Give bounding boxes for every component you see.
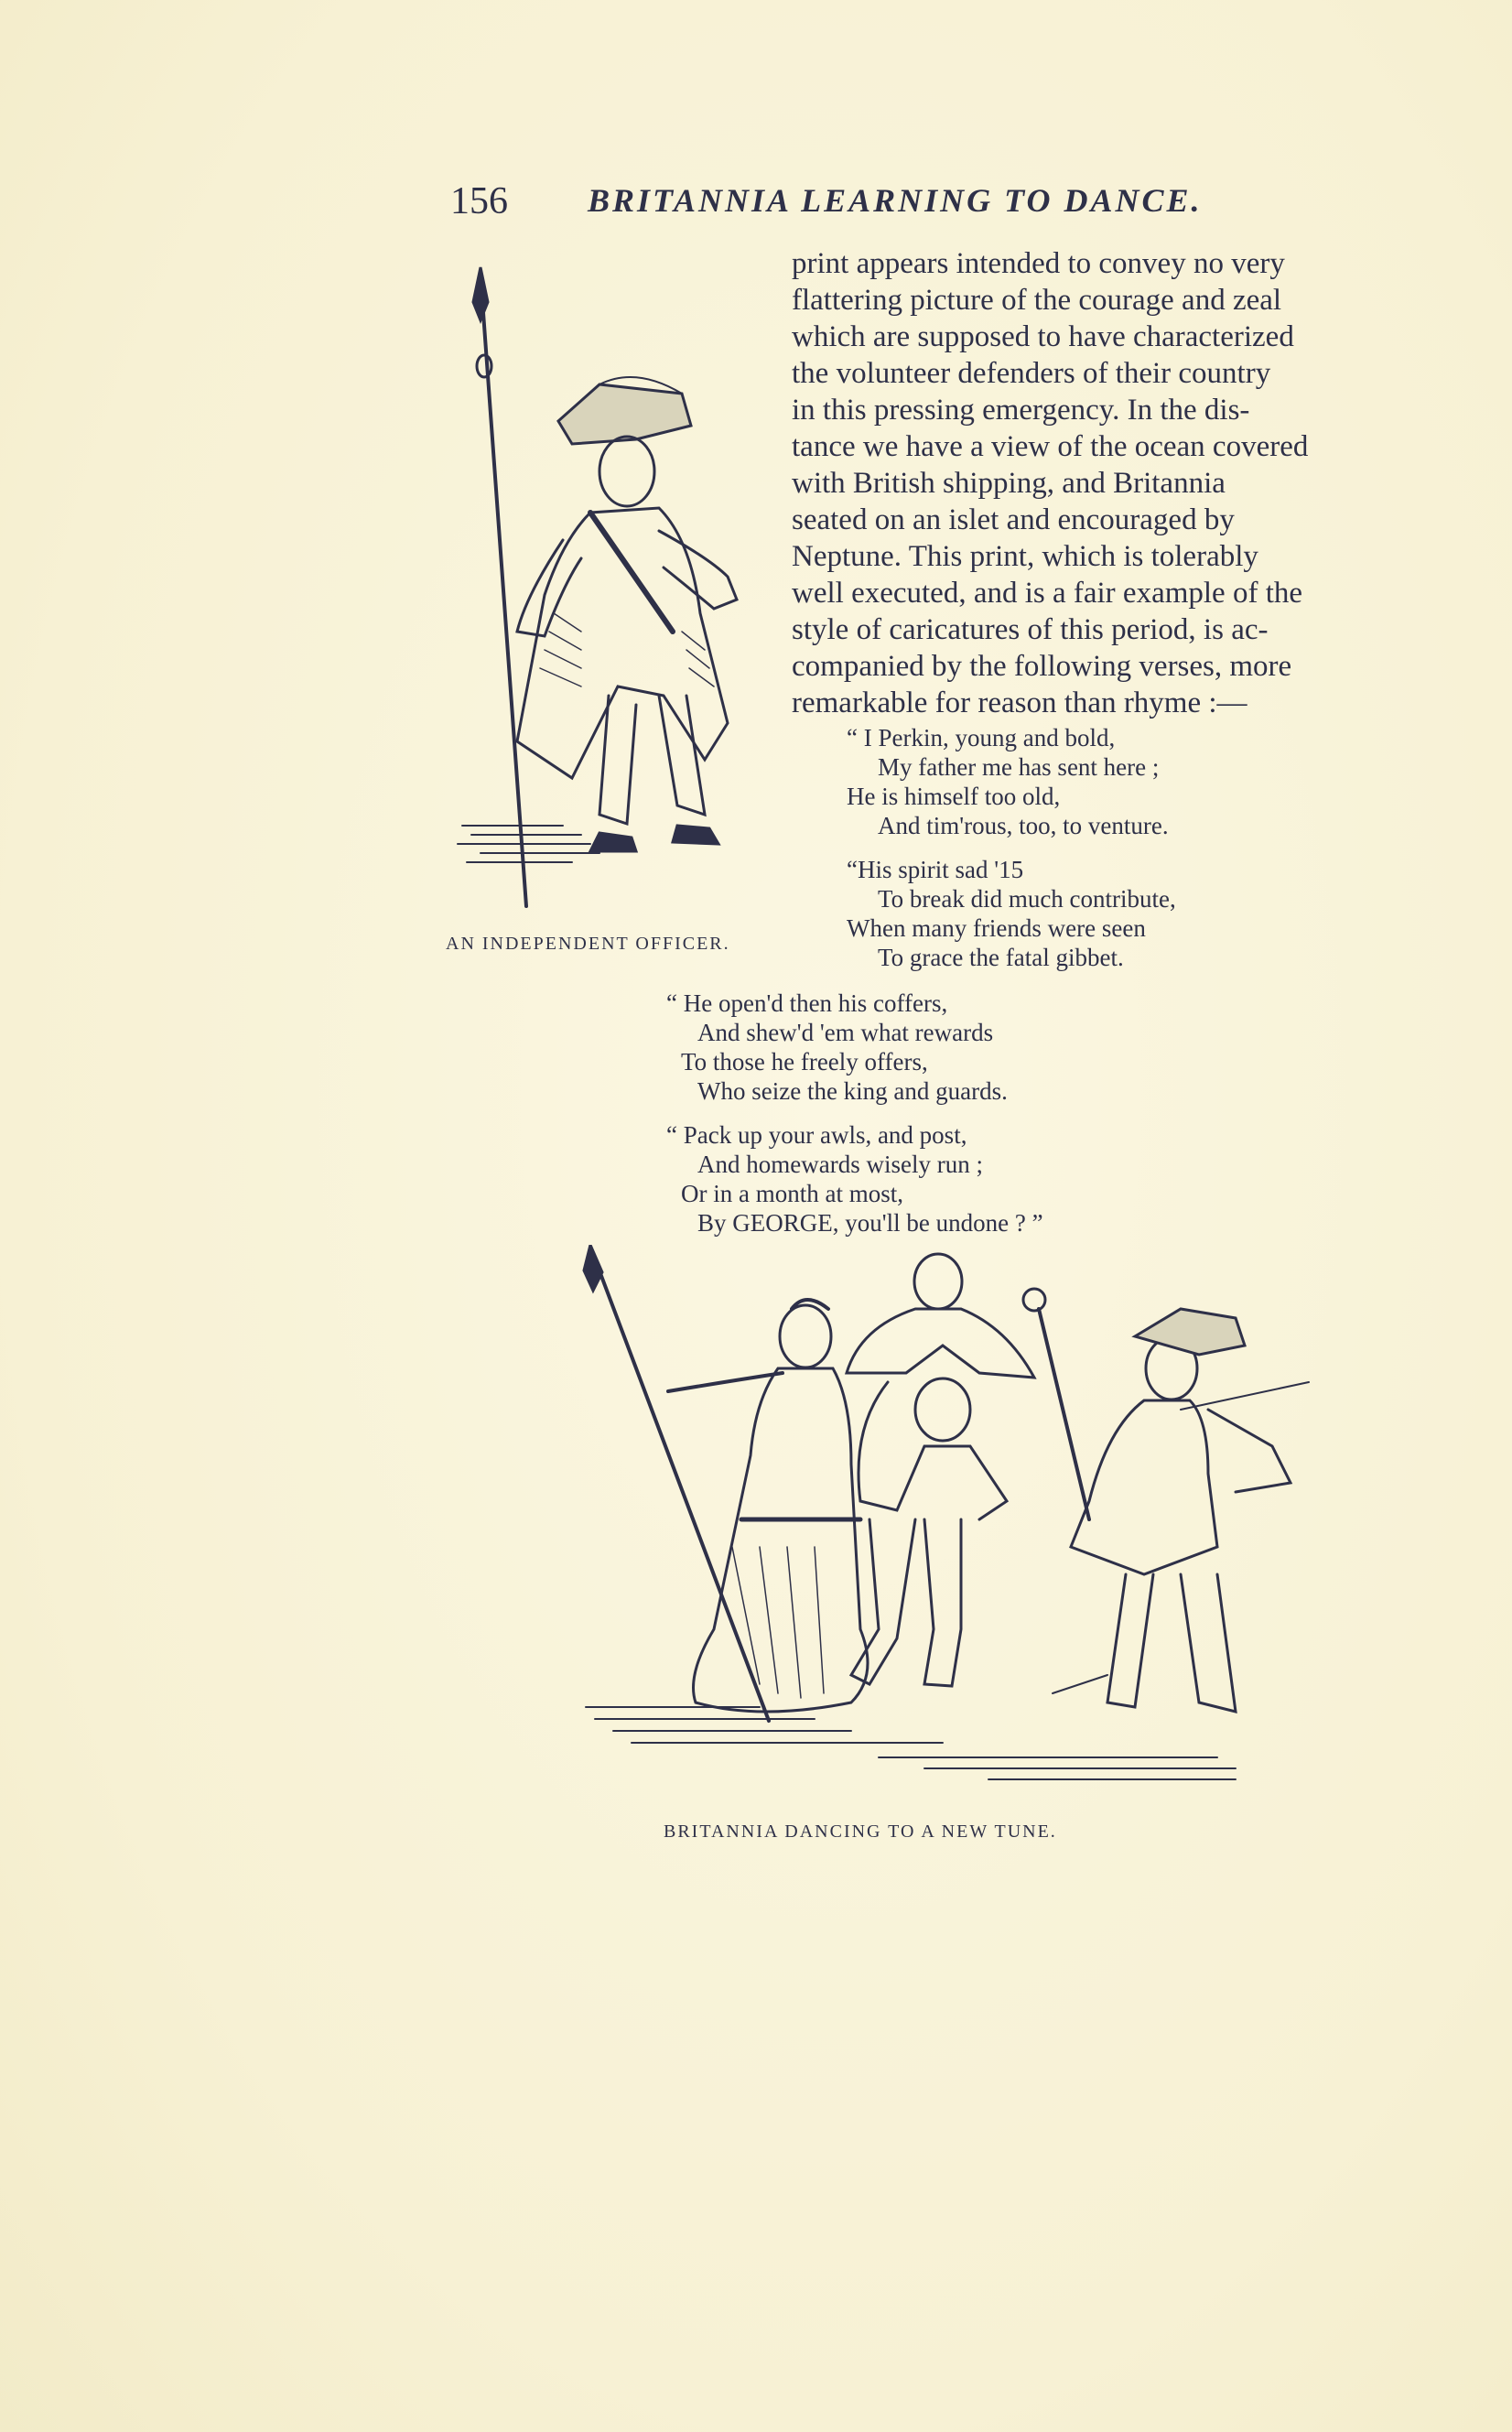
carried-figures — [847, 1254, 1034, 1686]
stanza-1 — [847, 723, 1359, 840]
left-arm — [517, 540, 581, 636]
tricorn-hat — [558, 384, 691, 444]
stanza-4 — [666, 1120, 1234, 1238]
poem-line: “ I Perkin, young and bold, — [847, 724, 1116, 751]
poem-line: “ He open'd then his coffers, — [666, 989, 948, 1017]
poem-line: “ Pack up your awls, and post, — [666, 1121, 967, 1149]
poem-right-column — [847, 723, 1359, 987]
poem-line: Who seize the king and guards. — [697, 1077, 1008, 1105]
poem-line: He is himself too old, — [847, 783, 1061, 810]
ground-hatching — [458, 826, 599, 862]
legs — [599, 696, 705, 824]
right-arm — [659, 531, 737, 609]
paragraph-text: print appears intended to convey no very flattering picture of the courage and zeal which are supposed to have characterized the volunteer defenders of their country in this pressing emergency. In the dis- tance we have a view of the ocean covered with British shipping, and Britannia seated on an islet and encouraged by Neptune. This print, which is tolerably well executed, and is a fair example of the style of caricatures of this period, is ac- companied by the following verses, more remarkable for reason than rhyme :— — [792, 247, 1309, 719]
britannia-caption: BRITANNIA DANCING TO A NEW TUNE. — [664, 1821, 1057, 1842]
ground-hatching — [586, 1707, 1236, 1779]
poem-line: To break did much contribute, — [878, 885, 1176, 913]
pike — [473, 267, 526, 906]
poem-line: And tim'rous, too, to venture. — [878, 812, 1169, 839]
stanza-3 — [666, 989, 1234, 1106]
britannia-dancing-illustration — [577, 1245, 1336, 1812]
poem-line: “His spirit sad '15 — [847, 856, 1024, 883]
poem-line: Or in a month at most, — [681, 1180, 903, 1207]
fiddler-figure — [1023, 1289, 1309, 1712]
poem-line: My father me has sent here ; — [878, 753, 1160, 781]
independent-officer-illustration — [453, 265, 783, 924]
page-number: 156 — [450, 180, 508, 222]
britannia-figure — [668, 1300, 868, 1712]
poem-line: To those he freely offers, — [681, 1048, 928, 1075]
poem-lower — [666, 989, 1234, 1252]
coat-hatching — [540, 613, 714, 686]
body-paragraph — [792, 245, 1409, 721]
poem-line: To grace the fatal gibbet. — [878, 944, 1124, 971]
stanza-2 — [847, 855, 1359, 972]
poem-line: And shew'd 'em what rewards — [697, 1019, 994, 1046]
officer-caption: AN INDEPENDENT OFFICER. — [446, 934, 730, 954]
britannia-spear — [584, 1245, 769, 1721]
running-title: BRITANNIA LEARNING TO DANCE. — [588, 182, 1203, 219]
poem-line: When many friends were seen — [847, 914, 1146, 942]
head — [599, 437, 654, 506]
page-header — [450, 179, 1347, 225]
poem-line: By GEORGE, you'll be undone ? ” — [697, 1209, 1043, 1237]
poem-line: And homewards wisely run ; — [697, 1151, 983, 1178]
